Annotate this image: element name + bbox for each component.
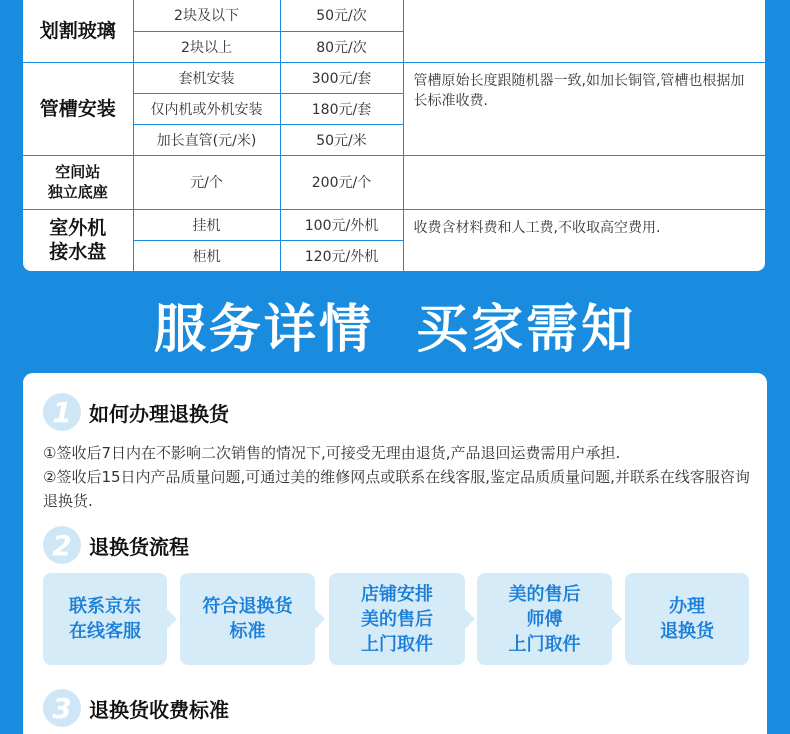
flow-step: 店铺安排 美的售后 上门取件 (329, 573, 465, 665)
table-row (23, 155, 765, 209)
number-two-icon: 2 (43, 526, 81, 564)
flow-step: 符合退换货 标准 (180, 573, 315, 665)
price-table (23, 0, 765, 271)
category-cell: 室外机 接水盘 (23, 209, 133, 271)
section-header-flow (43, 526, 189, 564)
category-cell: 划割玻璃 (23, 0, 133, 62)
number-three-icon: 3 (43, 689, 81, 727)
section-title: 退换货收费标准 (89, 697, 229, 722)
return-flow (43, 573, 749, 665)
banner-title: 服务详情 买家需知 (153, 300, 637, 360)
flow-arrow-icon (465, 609, 475, 629)
price-cell: 200元/个 (280, 155, 403, 209)
section-title: 如何办理退换货 (89, 401, 229, 426)
policy-line: ②签收后15日内产品质量问题,可通过美的维修网点或联系在线客服,鉴定品质质量问题,并联系在线客服咨询退换货. (43, 468, 750, 510)
price-cell: 180元/套 (280, 93, 403, 124)
price-cell: 80元/次 (280, 31, 403, 62)
flow-step: 美的售后 师傅 上门取件 (477, 573, 612, 665)
price-cell: 120元/外机 (280, 240, 403, 271)
note-cell: 收费含材料费和人工费,不收取高空费用. (403, 209, 765, 271)
price-table-card (23, 0, 765, 271)
flow-step: 联系京东 在线客服 (43, 573, 167, 665)
service-info-card (23, 373, 767, 734)
policy-line: ①签收后7日内在不影响二次销售的情况下,可接受无理由退货,产品退回运费需用户承担. (43, 444, 621, 462)
note-cell: 管槽原始长度跟随机器一致,如加长铜管,管槽也根据加长标准收费. (403, 62, 765, 155)
item-cell: 元/个 (133, 155, 280, 209)
item-cell: 2块及以下 (133, 0, 280, 31)
table-row (23, 209, 765, 240)
flow-arrow-icon (612, 609, 622, 629)
flow-step: 办理 退换货 (625, 573, 749, 665)
note-cell (403, 155, 765, 209)
section-title: 退换货流程 (89, 534, 189, 559)
flow-arrow-icon (167, 609, 177, 629)
item-cell: 仅内机或外机安装 (133, 93, 280, 124)
item-cell: 加长直管(元/米) (133, 124, 280, 155)
section-header-fees (43, 689, 229, 727)
item-cell: 套机安装 (133, 62, 280, 93)
price-cell: 50元/次 (280, 0, 403, 31)
table-row (23, 62, 765, 93)
item-cell: 2块以上 (133, 31, 280, 62)
flow-arrow-icon (315, 609, 325, 629)
note-cell (403, 0, 765, 62)
number-one-icon: 1 (43, 393, 81, 431)
item-cell: 挂机 (133, 209, 280, 240)
category-cell: 空间站 独立底座 (23, 155, 133, 209)
section-header-returns (43, 393, 229, 431)
price-cell: 50元/米 (280, 124, 403, 155)
price-cell: 300元/套 (280, 62, 403, 93)
table-row (23, 0, 765, 31)
price-cell: 100元/外机 (280, 209, 403, 240)
item-cell: 柜机 (133, 240, 280, 271)
return-policy-text (43, 441, 755, 513)
category-cell: 管槽安装 (23, 62, 133, 155)
